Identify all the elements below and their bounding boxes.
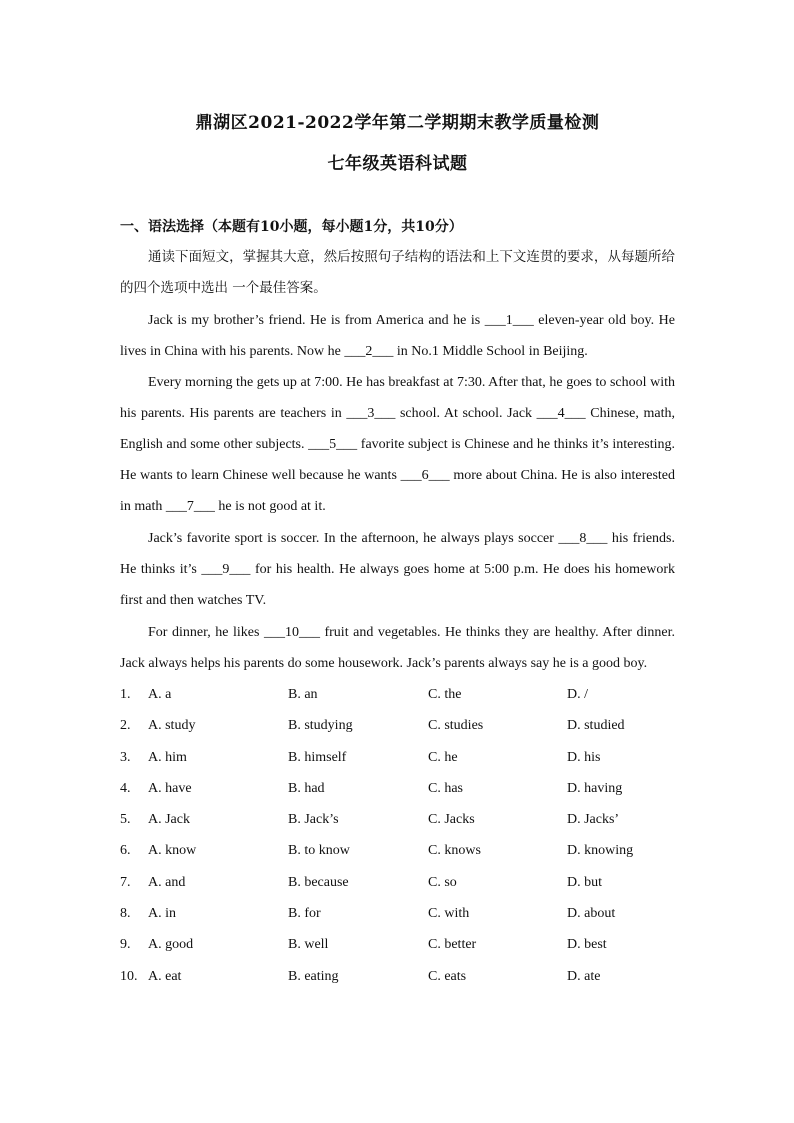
option-d: D. best — [567, 937, 607, 953]
exam-subtitle: 七年级英语科试题 — [327, 154, 468, 174]
option-b: B. himself — [288, 749, 347, 765]
option-c: C. Jacks — [428, 812, 475, 828]
option-a: A. eat — [148, 968, 182, 984]
option-d: D. studied — [567, 718, 625, 734]
option-a: A. have — [148, 780, 192, 796]
option-b: B. because — [288, 874, 349, 890]
option-a: A. a — [148, 687, 172, 702]
option-a: A. know — [148, 843, 197, 859]
option-d: D. knowing — [567, 843, 634, 859]
passage-paragraph-1: Jack is my brother’s friend. He is from America and he is ___1___ eleven-year old boy. He lives in China with his parents. Now he ___2___ in No.1 Middle School in Beijing. — [120, 313, 675, 359]
option-c: C. with — [428, 906, 470, 922]
option-b: B. Jack’s — [288, 812, 339, 828]
question-number: 8. — [120, 906, 131, 922]
question-row — [120, 710, 675, 741]
question-row — [120, 804, 675, 835]
option-a: A. Jack — [148, 812, 190, 828]
passage-paragraph-2: Every morning the gets up at 7:00. He has breakfast at 7:30. After that, he goes to school with his parents. His parents are teachers in ___3___ school. At school. Jack ___4___ Chinese, math, English and some other subjects. ___5___ favorite subject is Chinese and he thinks it’s interesting. He wants to learn Chinese well because he wants ___6___ more about China. He is also interested in math ___7___ he is not good at it. — [120, 375, 675, 514]
option-c: C. better — [428, 937, 477, 953]
question-options-list — [120, 679, 675, 992]
option-d: D. / — [567, 687, 588, 702]
option-b: B. well — [288, 937, 329, 953]
option-b: B. to know — [288, 843, 350, 859]
question-number: 5. — [120, 812, 131, 828]
question-row — [120, 867, 675, 898]
question-number: 9. — [120, 937, 131, 953]
passage-paragraph-4: For dinner, he likes ___10___ fruit and vegetables. He thinks they are healthy. After dinner. Jack always helps his parents do some housework. Jack’s parents always say he is a good boy. — [120, 625, 675, 671]
option-c: C. the — [428, 687, 462, 702]
question-row — [120, 773, 675, 804]
option-c: C. eats — [428, 968, 467, 984]
option-c: C. so — [428, 874, 457, 890]
question-row — [120, 898, 675, 929]
option-a: A. and — [148, 874, 186, 890]
option-b: B. for — [288, 906, 321, 922]
question-number: 4. — [120, 780, 131, 796]
question-row — [120, 679, 675, 710]
option-b: B. an — [288, 687, 318, 702]
option-a: A. in — [148, 906, 176, 922]
option-a: A. study — [148, 718, 196, 734]
option-a: A. him — [148, 749, 187, 765]
option-c: C. studies — [428, 718, 484, 734]
option-d: D. ate — [567, 968, 601, 984]
section-instructions: 通读下面短文，掌握其大意，然后按照句子结构的语法和上下文连贯的要求，从每题所给的四个选项中选出 一个最佳答案。 — [120, 249, 675, 296]
question-row — [120, 742, 675, 773]
question-row — [120, 929, 675, 960]
question-number: 2. — [120, 718, 131, 734]
option-d: D. Jacks’ — [567, 812, 620, 828]
question-number: 6. — [120, 843, 131, 859]
option-d: D. having — [567, 780, 623, 796]
section-heading: 一、语法选择（本题有10小题，每小题1分，共10分） — [120, 219, 463, 235]
question-number: 10. — [120, 968, 138, 984]
option-d: D. about — [567, 906, 616, 922]
option-d: D. his — [567, 749, 601, 765]
exam-title: 鼎湖区2021-2022学年第二学期期末教学质量检测 — [195, 113, 600, 133]
option-c: C. he — [428, 749, 458, 765]
question-number: 7. — [120, 874, 131, 890]
question-number: 3. — [120, 749, 131, 765]
option-d: D. but — [567, 874, 602, 890]
question-row — [120, 961, 675, 992]
option-a: A. good — [148, 937, 194, 953]
option-b: B. studying — [288, 718, 353, 734]
option-c: C. has — [428, 780, 463, 796]
option-b: B. eating — [288, 968, 339, 984]
passage-paragraph-3: Jack’s favorite sport is soccer. In the afternoon, he always plays soccer ___8___ his friends. He thinks it’s ___9___ for his health. He always goes home at 5:00 p.m. He does his homework first and then watches TV. — [120, 531, 675, 608]
option-c: C. knows — [428, 843, 481, 859]
option-b: B. had — [288, 780, 325, 796]
question-row — [120, 835, 675, 866]
question-number: 1. — [120, 687, 131, 702]
